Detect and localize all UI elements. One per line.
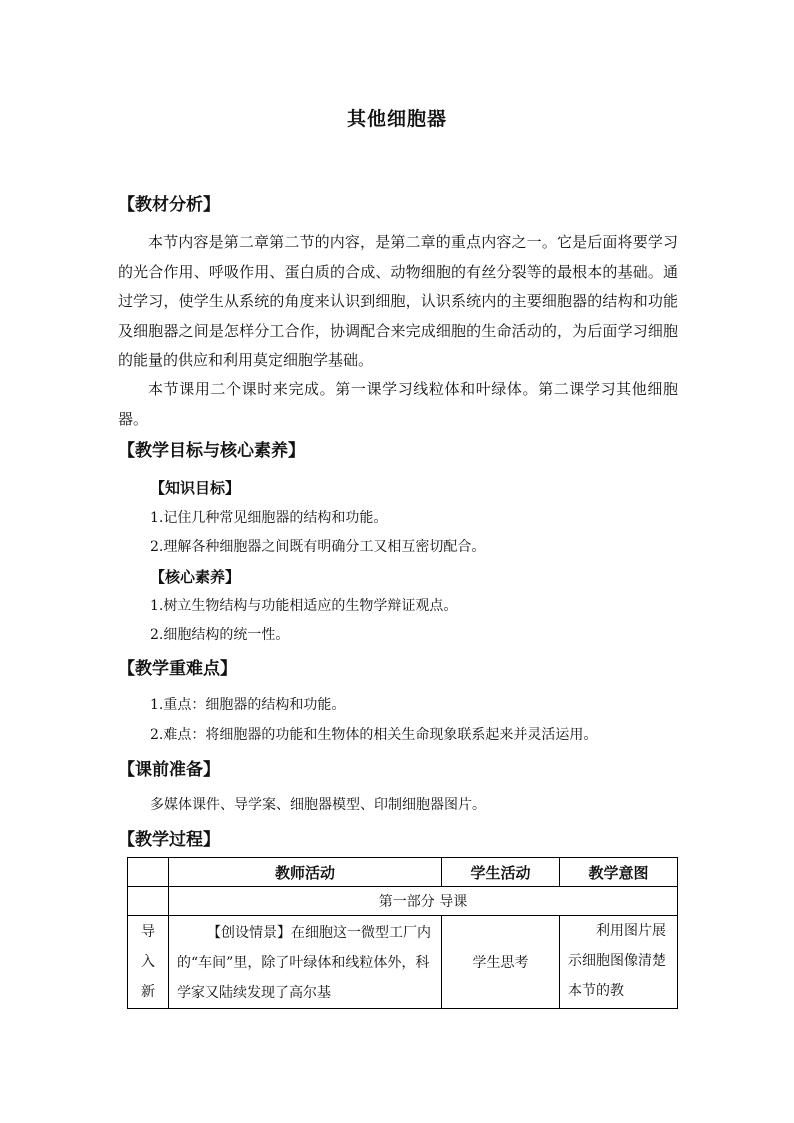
teacher-activity: 【创设情景】在细胞这一微型工厂内的“车间”里，除了叶绿体和线粒体外，科学家又陆续发现了高尔基 [169,916,442,1009]
table-part-row [128,887,678,916]
teaching-intent: 利用图片展示细胞图像清楚本节的教 [560,916,678,1009]
section-heading-keypoints: 【教学重难点】 [118,659,237,679]
keypoint-item: 1.重点：细胞器的结构和功能。 [150,697,346,713]
core-item: 1.树立生物结构与功能相适应的生物学辩证观点。 [150,598,458,614]
student-activity: 学生思考 [442,916,560,1009]
knowledge-item: 1.记住几种常见细胞器的结构和功能。 [150,510,388,526]
header-intent: 教学意图 [560,858,678,887]
part-heading: 第一部分 导课 [169,887,678,916]
document-title: 其他细胞器 [346,108,447,130]
header-teacher: 教师活动 [169,858,442,887]
table-corner-cell [128,858,169,887]
knowledge-item: 2.理解各种细胞器之间既有明确分工又相互密切配合。 [150,539,486,555]
table-row [128,916,678,1009]
keypoint-item: 2.难点：将细胞器的功能和生物体的相关生命现象联系起来并灵活运用。 [150,727,598,743]
core-item: 2.细胞结构的统一性。 [150,627,290,643]
section-heading-analysis: 【教材分析】 [118,195,220,215]
subheading-knowledge: 【知识目标】 [150,479,241,497]
process-table [127,857,678,1009]
header-student: 学生活动 [442,858,560,887]
prep-text: 多媒体课件、导学案、细胞器模型、印制细胞器图片。 [150,797,486,813]
subheading-core: 【核心素养】 [150,568,241,586]
table-header-row [128,858,678,887]
analysis-paragraph-1: 本节内容是第二章第二节的内容，是第二章的重点内容之一。它是后面将要学习的光合作用、呼吸作用、蛋白质的合成、动物细胞的有丝分裂等的最根本的基础。通过学习，使学生从系统的角度来认识到细胞，认识系统内的主要细胞器的结构和功能及细胞器之间是怎样分工合作，协调配合来完成细胞的生命活动的，为后面学习细胞的能量的供应和利用莫定细胞学基础。 [118,233,678,369]
section-heading-goals: 【教学目标与核心素养】 [118,441,305,461]
section-heading-process: 【教学过程】 [118,830,220,850]
table-part-label-cell [128,887,169,916]
section-heading-prep: 【课前准备】 [118,760,220,780]
row-label: 导 入 新 [128,916,169,1009]
analysis-paragraph-2: 本节课用二个课时来完成。第一课学习线粒体和叶绿体。第二课学习其他细胞器。 [118,380,678,428]
